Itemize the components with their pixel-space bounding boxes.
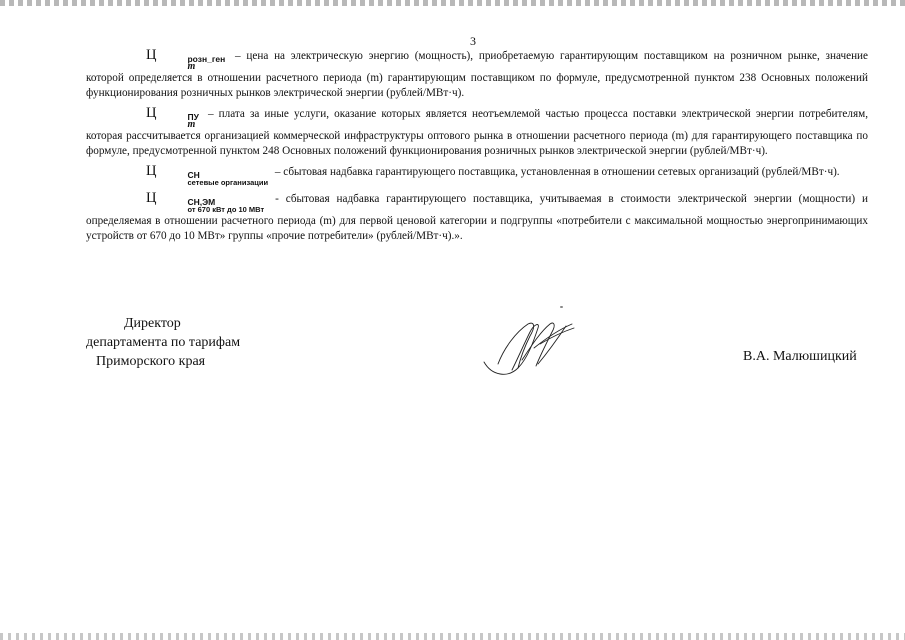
paragraph-markup-670kw: [86, 191, 868, 245]
signatory-title-line3: Приморского края: [96, 354, 206, 369]
symbol-superscript: ПУ: [187, 111, 199, 122]
formula-symbol: Ц СН сетевые организации: [146, 162, 269, 187]
formula-symbol: Ц ПУ m: [146, 104, 199, 130]
page-number: 3: [470, 34, 476, 48]
symbol-superscript: розн_ген: [187, 54, 226, 64]
symbol-subscript: m: [187, 61, 196, 72]
signatory-title: [86, 314, 240, 371]
scan-artifact-top: [0, 0, 905, 6]
paragraph-markup-network: [86, 164, 868, 187]
paragraph-price-retail: [86, 48, 868, 102]
handwritten-signature: [478, 318, 578, 382]
paragraph-text: – цена на электрическую энергию (мощность), приобретаемую гарантирующим поставщиком на розничном рынке, значение которой определяется в отношении расчетного периода (m) гарантирующим поставщиком по формуле, предусмотренной пунктом 238 Основных положений функционирования розничных рынков электрической энергии (рублей/МВт·ч).: [86, 50, 869, 100]
symbol-superscript: СН: [187, 169, 200, 180]
symbol-subscript: m: [187, 118, 196, 130]
signatory-title-line2: департамента по тарифам: [86, 335, 241, 350]
formula-symbol: Ц розн_ген m: [146, 47, 226, 72]
signatory-title-line1: Директор: [124, 316, 181, 331]
paragraph-text: – сбытовая надбавка гарантирующего поставщика, установленная в отношении сетевых организаций (рублей/МВт·ч).: [274, 165, 840, 178]
symbol-subscript: сетевые организации: [187, 177, 269, 187]
paragraph-text: - сбытовая надбавка гарантирующего поставщика, учитываемая в стоимости электрической энергии (мощности) и определяемая в отношении расчетного периода (m) для первой ценовой категории и подгруппы «потребители с максимальной мощностью энергопринимающих устройств от 670 до 10 МВт» группы «прочие потребители» (рублей/МВт·ч).».: [86, 192, 869, 243]
paragraph-text: – плата за иные услуги, оказание которых является неотъемлемой частью процесса поставки электрической энергии потребителям, которая рассчитывается организацией коммерческой инфраструктуры оптового рынка в отношении расчетного периода (m) для гарантирующего поставщика по формуле, предусмотренной пунктом 248 Основных положений функционирования розничных рынков электрической энергии (рублей/МВт·ч).: [86, 107, 869, 158]
symbol-superscript: СН,ЭМ: [187, 196, 216, 207]
scan-artifact-bottom: [0, 633, 905, 640]
document-body: [86, 48, 868, 248]
paragraph-other-services: [86, 106, 868, 160]
signatory-name: В.А. Малюшицкий: [743, 349, 857, 364]
formula-symbol: Ц СН,ЭМ от 670 кВт до 10 МВт: [146, 189, 265, 214]
scan-speck: [560, 306, 563, 308]
symbol-subscript: от 670 кВт до 10 МВт: [187, 204, 265, 214]
